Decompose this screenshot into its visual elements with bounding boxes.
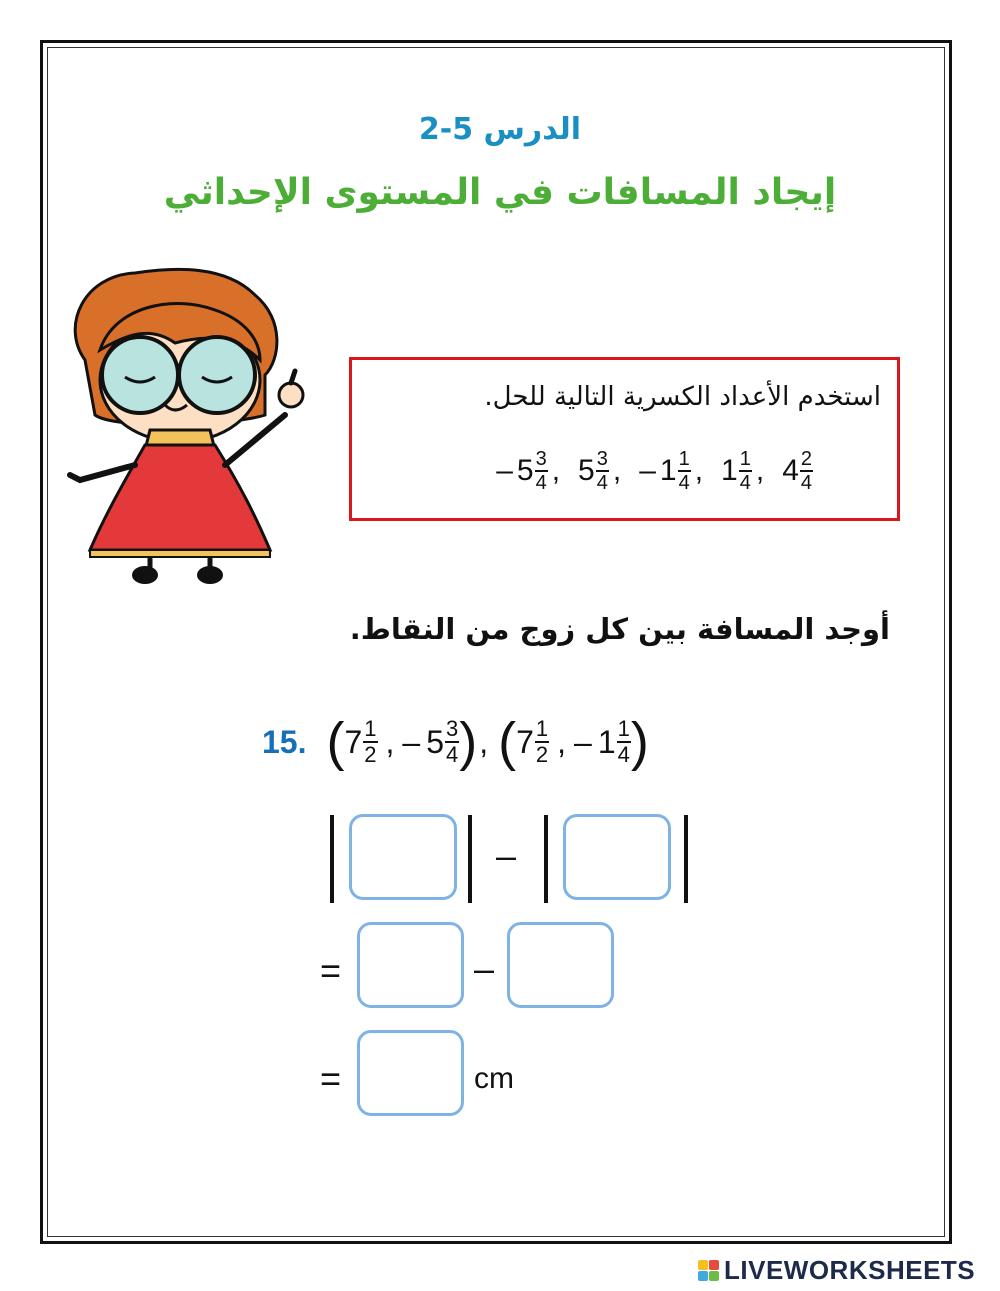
abs-bar: [544, 815, 548, 903]
problem-15: [262, 712, 649, 772]
fraction: [535, 448, 548, 494]
whole: 5: [578, 454, 595, 487]
comma: ,: [385, 723, 395, 760]
sign: –: [496, 454, 513, 487]
logo-text: LIVEWORKSHEETS: [724, 1255, 976, 1285]
denominator: 2: [535, 742, 549, 767]
denominator: 4: [739, 472, 751, 494]
fraction: [800, 448, 813, 494]
p2-y-fraction: [617, 717, 631, 767]
logo-icon: [698, 1260, 720, 1282]
answer-box-3[interactable]: [357, 922, 464, 1008]
p1-x-whole: 7: [344, 723, 363, 760]
denominator: 4: [535, 472, 547, 494]
fraction: [678, 448, 691, 494]
mixed-number: [782, 448, 813, 494]
denominator: 4: [617, 742, 630, 767]
numerator: 1: [364, 716, 377, 741]
separator: ,: [694, 454, 704, 487]
mixed-number: [721, 448, 774, 494]
answer-box-1[interactable]: [349, 814, 457, 900]
p1-y-whole: 5: [426, 723, 444, 760]
numerator: 1: [739, 448, 751, 470]
fraction-list: [492, 448, 817, 494]
answer-box-4[interactable]: [507, 922, 614, 1008]
p2-x-whole: 7: [516, 723, 534, 760]
close-paren: ): [630, 712, 649, 772]
numerator: 2: [800, 448, 812, 470]
separator: ,: [551, 454, 561, 487]
minus-sign: –: [496, 835, 517, 876]
sign: –: [639, 454, 656, 487]
equals-sign: =: [320, 950, 342, 991]
fraction: [739, 448, 752, 494]
p1-y-sign: –: [402, 723, 421, 760]
abs-bar: [468, 815, 472, 903]
p1-x-fraction: [363, 717, 377, 767]
numerator: 3: [596, 448, 608, 470]
numerator: 3: [535, 448, 547, 470]
close-paren: ): [459, 712, 478, 772]
p2-y-sign: –: [574, 723, 592, 760]
lesson-number: الدرس 5-2: [418, 112, 582, 147]
whole: 4: [782, 454, 799, 487]
mixed-number: [496, 448, 570, 494]
liveworksheets-logo: [698, 1255, 975, 1286]
separator: ,: [755, 454, 765, 487]
open-paren: (: [326, 712, 345, 772]
p2-x-fraction: [535, 717, 549, 767]
unit-label: cm: [474, 1062, 514, 1095]
denominator: 4: [446, 742, 459, 767]
denominator: 4: [678, 472, 690, 494]
numerator: 1: [617, 716, 630, 741]
mixed-number: [578, 448, 631, 494]
open-paren: (: [498, 712, 517, 772]
page-title: إيجاد المسافات في المستوى الإحداثي: [163, 172, 837, 213]
fraction: [596, 448, 609, 494]
comma: ,: [557, 723, 567, 760]
separator: ,: [612, 454, 622, 487]
denominator: 2: [364, 742, 377, 767]
equals-sign: =: [320, 1058, 342, 1099]
instruction-text: استخدم الأعداد الكسرية التالية للحل.: [484, 382, 881, 412]
numerator: 3: [446, 716, 459, 741]
p1-y-fraction: [445, 717, 459, 767]
abs-bar: [684, 815, 688, 903]
answer-box-5[interactable]: [357, 1030, 464, 1116]
mixed-number: [639, 448, 713, 494]
numerator: 1: [678, 448, 690, 470]
problem-number: 15.: [262, 723, 307, 760]
question-text: أوجد المسافة بين كل زوج من النقاط.: [349, 612, 890, 646]
comma: ,: [479, 723, 489, 760]
denominator: 4: [596, 472, 608, 494]
whole: 1: [721, 454, 738, 487]
abs-bar: [330, 815, 334, 903]
whole: 5: [516, 454, 534, 487]
denominator: 4: [800, 472, 812, 494]
p2-y-whole: 1: [597, 723, 616, 760]
answer-box-2[interactable]: [563, 814, 671, 900]
girl-illustration: [55, 265, 325, 590]
minus-sign: –: [474, 948, 495, 989]
whole: 1: [659, 454, 677, 487]
numerator: 1: [535, 716, 549, 741]
fractions-box: [349, 357, 900, 521]
